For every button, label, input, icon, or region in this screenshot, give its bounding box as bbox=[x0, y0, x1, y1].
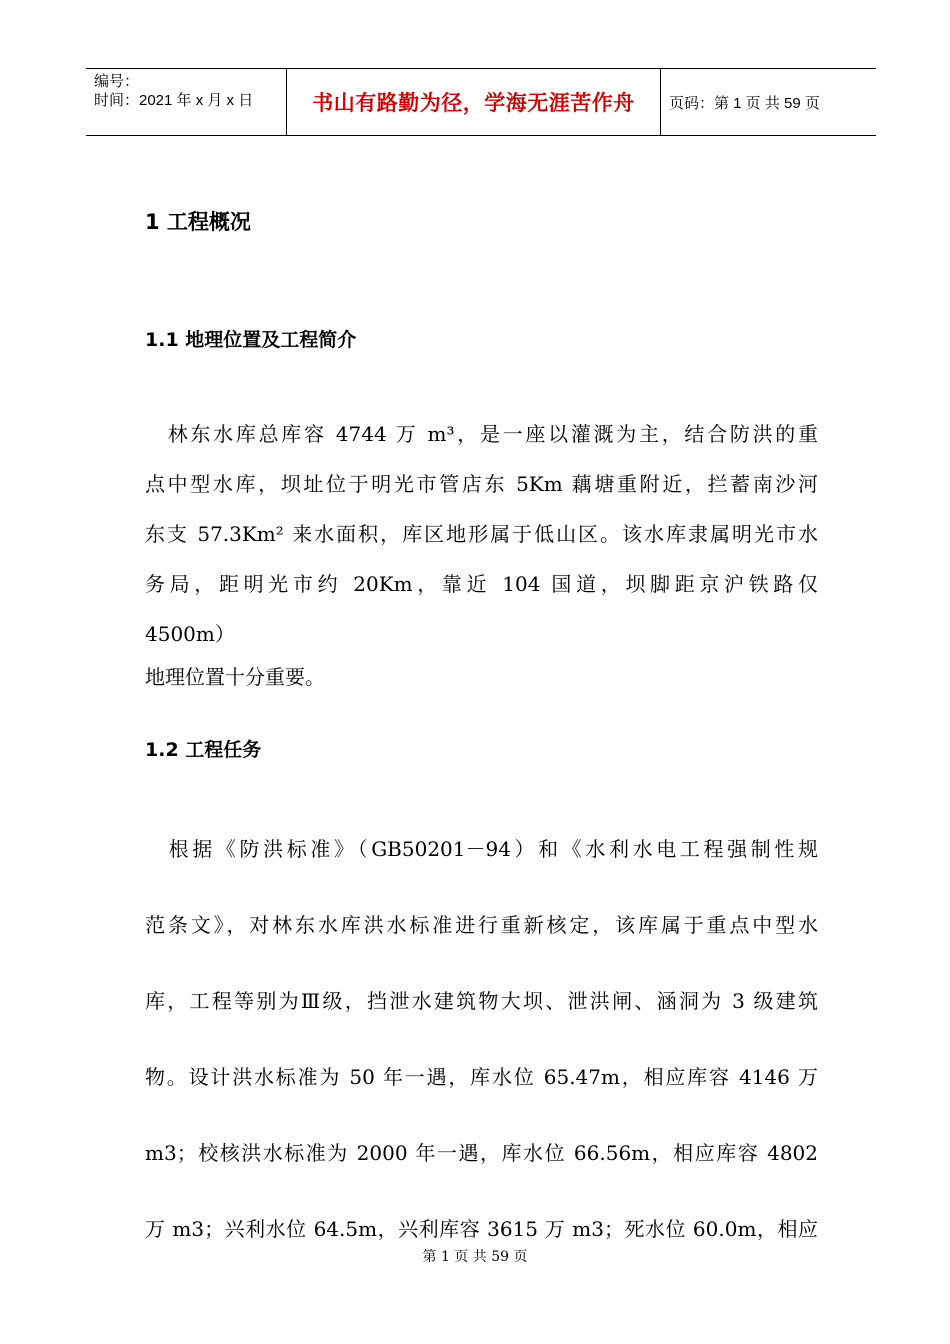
paragraph-line: 库，工程等别为Ⅲ级，挡泄水建筑物大坝、泄洪闸、涵洞为 3 级建筑 bbox=[145, 989, 818, 1013]
paragraph-line: 点中型水库，坝址位于明光市管店东 5Km 藕塘重附近，拦蓄南沙河 bbox=[145, 472, 818, 496]
paragraph-geography bbox=[145, 409, 818, 659]
section-heading-1-1: 1.1 地理位置及工程简介 bbox=[145, 329, 357, 351]
motto-text: 书山有路勤为径，学海无涯苦作舟 bbox=[312, 91, 635, 115]
page-footer: 第 1 页 共 59 页 bbox=[422, 1249, 528, 1265]
paragraph-line: 东支 57.3Km² 来水面积，库区地形属于低山区。该水库隶属明光市水 bbox=[145, 522, 818, 546]
serial-number-label: 编号： bbox=[94, 73, 140, 90]
paragraph-line: m3；校核洪水标准为 2000 年一遇，库水位 66.56m，相应库容 4802 bbox=[145, 1141, 818, 1165]
header-motto-cell bbox=[287, 69, 661, 135]
section-heading-1: 1 工程概况 bbox=[145, 210, 251, 234]
paragraph-line: 务局，距明光市约 20Km，靠近 104 国道，坝脚距京沪铁路仅 bbox=[145, 572, 818, 596]
paragraph-line: 林东水库总库容 4744 万 m³，是一座以灌溉为主，结合防洪的重 bbox=[145, 422, 818, 446]
paragraph-line: 万 m3；兴利水位 64.5m，兴利库容 3615 万 m3；死水位 60.0m，相应 bbox=[145, 1217, 818, 1241]
header-page-cell bbox=[661, 69, 876, 135]
paragraph-line: 物。设计洪水标准为 50 年一遇，库水位 65.47m，相应库容 4146 万 bbox=[145, 1065, 818, 1089]
paragraph-line: 4500m） bbox=[145, 622, 235, 646]
paragraph-line: 范条文》，对林东水库洪水标准进行重新核定，该库属于重点中型水 bbox=[145, 913, 818, 937]
header-page-number: 页码：第 1 页 共 59 页 bbox=[669, 94, 820, 112]
paragraph-task bbox=[145, 811, 818, 1267]
time-label: 时间：2021 年 x 月 x 日 bbox=[94, 92, 254, 109]
paragraph-line: 根据《防洪标准》（GB50201－94）和《水利水电工程强制性规 bbox=[145, 837, 818, 861]
page-header bbox=[86, 68, 876, 136]
section-heading-1-2: 1.2 工程任务 bbox=[145, 739, 262, 761]
paragraph-tail: 地理位置十分重要。 bbox=[145, 665, 325, 689]
header-meta-cell bbox=[86, 69, 287, 135]
